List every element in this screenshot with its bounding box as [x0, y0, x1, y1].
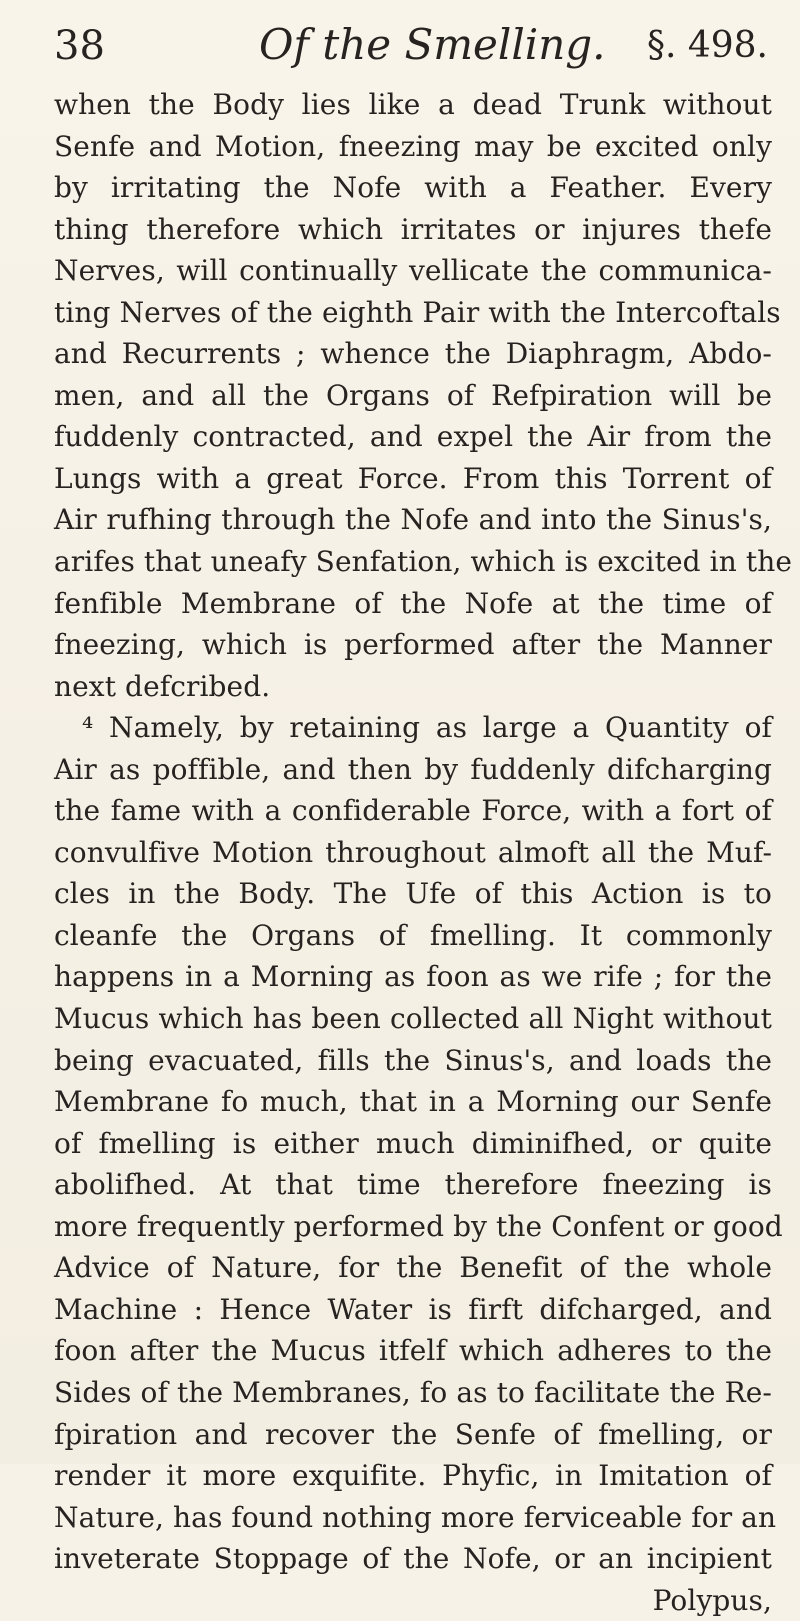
text-line: Lungs with a great Force. From this Torrent of [54, 461, 772, 495]
text-line: fneezing, which is performed after the Manner [54, 628, 772, 662]
text-line: Nerves, will continually vellicate the communica- [54, 254, 772, 288]
text-line: arifes that uneafy Senfation, which is excited in the [54, 545, 793, 579]
text-line: abolifhed. At that time therefore fneezing is [54, 1168, 772, 1202]
text-line: of fmelling is either much diminifhed, or quite [54, 1126, 772, 1160]
text-line: thing therefore which irritates or injures thefe [54, 212, 772, 246]
text-line: inveterate Stoppage of the Nofe, or an incipient [54, 1542, 772, 1576]
text-line: Membrane fo much, that in a Morning our Senfe [54, 1085, 772, 1119]
text-line: cleanfe the Organs of fmelling. It commonly [54, 918, 772, 952]
text-line: foon after the Mucus itfelf which adheres to the [54, 1334, 772, 1368]
text-line: more frequently performed by the Confent or good [54, 1209, 783, 1243]
text-line: when the Body lies like a dead Trunk without [54, 88, 772, 121]
text-line: cles in the Body. The Ufe of this Action is to [54, 877, 772, 911]
body-text [54, 84, 793, 1621]
text-line: happens in a Morning as foon as we rife ; for the [54, 960, 772, 994]
text-line: by irritating the Nofe with a Feather. Every [54, 171, 772, 205]
text-line: Air as poffible, and then by fuddenly difcharging [54, 752, 772, 786]
text-line: Senfe and Motion, fneezing may be excited only [54, 129, 772, 163]
text-line: next defcribed. [54, 669, 271, 703]
text-line: fuddenly contracted, and expel the Air from the [54, 420, 772, 454]
text-line: Nature, has found nothing more ferviceable for an [54, 1500, 777, 1534]
page-number: 38 [54, 23, 105, 69]
text-line: fenfible Membrane of the Nofe at the time of [54, 586, 772, 620]
text-line: ting Nerves of the eighth Pair with the Intercoftals [54, 295, 781, 329]
page-header [54, 20, 768, 82]
text-line: Advice of Nature, for the Benefit of the whole [54, 1251, 772, 1285]
text-line: and Recurrents ; whence the Diaphragm, Abdo- [54, 337, 772, 371]
text-line: ⁴ Namely, by retaining as large a Quantity of [82, 711, 772, 745]
section-number: §. 498. [646, 25, 768, 66]
text-line: fpiration and recover the Senfe of fmelling, or [54, 1417, 772, 1451]
text-line: the fame with a confiderable Force, with a fort of [54, 794, 772, 828]
text-line: Sides of the Membranes, fo as to facilitate the Re- [54, 1375, 772, 1409]
text-line: men, and all the Organs of Refpiration will be [54, 378, 772, 412]
running-title: Of the Smelling. [259, 20, 606, 69]
text-line: Machine : Hence Water is firft difcharged, and [54, 1292, 772, 1326]
catchword: Polypus, [652, 1583, 772, 1617]
text-line: render it more exquifite. Phyfic, in Imitation of [54, 1459, 772, 1493]
text-line: being evacuated, fills the Sinus's, and loads the [54, 1043, 772, 1077]
text-line: convulfive Motion throughout almoft all the Muf- [54, 835, 772, 869]
text-line: Air rufhing through the Nofe and into the Sinus's, [54, 503, 772, 537]
text-line: Mucus which has been collected all Night without [54, 1002, 772, 1036]
